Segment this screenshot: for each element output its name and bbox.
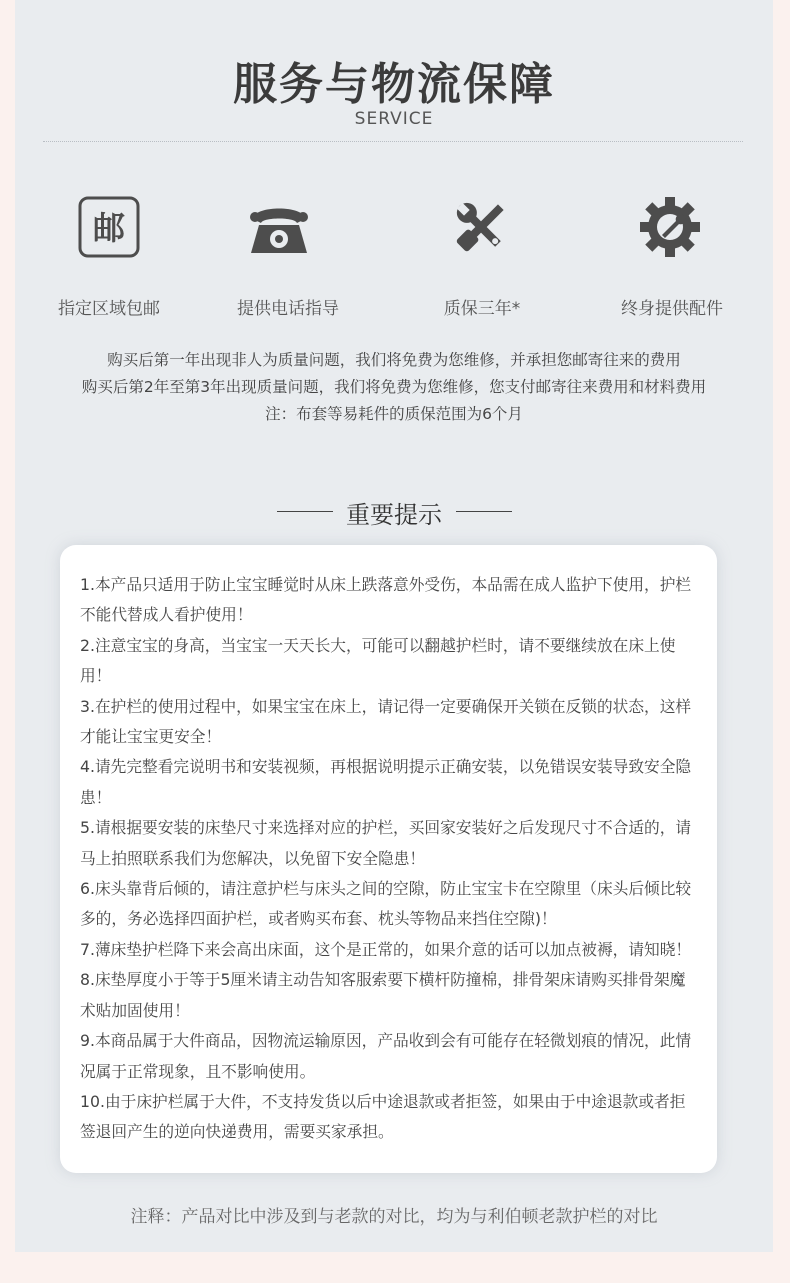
warranty-note-2: 购买后第2年至第3年出现质量问题，我们将免费为您维修，您支付邮寄往来费用和材料费用	[81, 378, 707, 396]
important-item: 1.本产品只适用于防止宝宝睡觉时从床上跌落意外受伤，本品需在成人监护下使用，护栏不能代替成人看护使用！	[80, 575, 692, 625]
important-item: 9.本商品属于大件商品，因物流运输原因，产品收到会有可能存在轻微划痕的情况，此情况属于正常现象，且不影响使用。	[80, 1031, 692, 1081]
telephone-icon	[247, 195, 311, 259]
important-heading: 重要提示	[346, 501, 442, 529]
tools-icon	[449, 195, 513, 259]
important-list	[80, 570, 700, 1148]
important-item: 8.床垫厚度小于等于5厘米请主动告知客服索要下横杆防撞棉，排骨架床请购买排骨架魔术贴加固使用！	[80, 970, 686, 1020]
important-item: 10.由于床护栏属于大件，不支持发货以后中途退款或者拒签，如果由于中途退款或者拒签退回产生的逆向快递费用，需要买家承担。	[80, 1091, 686, 1142]
gear-wrench-icon	[638, 195, 702, 259]
heading-rule-right	[456, 511, 512, 512]
mail-icon-glyph: 邮	[92, 209, 126, 247]
service-label-parts: 终身提供配件	[621, 299, 723, 319]
warranty-note-1: 购买后第一年出现非人为质量问题，我们将免费为您维修，并承担您邮寄往来的费用	[107, 351, 681, 369]
important-item: 5.请根据要安装的床垫尺寸来选择对应的护栏，买回家安装好之后发现尺寸不合适的，请马上拍照联系我们为您解决，以免留下安全隐患！	[80, 818, 692, 868]
footnote: 注释：产品对比中涉及到与老款的对比，均为与利伯顿老款护栏的对比	[130, 1207, 658, 1227]
service-label-phone: 提供电话指导	[237, 299, 339, 319]
important-card	[60, 545, 717, 1173]
important-item: 7.薄床垫护栏降下来会高出床面，这个是正常的，如果介意的话可以加点被褥，请知晓！	[80, 939, 692, 959]
important-item: 2.注意宝宝的身高，当宝宝一天天长大，可能可以翻越护栏时，请不要继续放在床上使用！	[80, 635, 676, 686]
service-label-warranty: 质保三年*	[443, 299, 521, 319]
important-item: 4.请先完整看完说明书和安装视频，再根据说明提示正确安装，以免错误安装导致安全隐患！	[80, 757, 692, 807]
page-subtitle: SERVICE	[354, 109, 434, 129]
dotted-divider	[43, 141, 743, 142]
page-title: 服务与物流保障	[233, 59, 555, 110]
warranty-note-3: 注：布套等易耗件的质保范围为6个月	[265, 405, 523, 423]
mail-icon	[77, 195, 141, 259]
important-item: 3.在护栏的使用过程中，如果宝宝在床上，请记得一定要确保开关锁在反锁的状态，这样才能让宝宝更安全！	[80, 696, 692, 747]
important-item: 6.床头靠背后倾的，请注意护栏与床头之间的空隙，防止宝宝卡在空隙里（床头后倾比较多的，务必选择四面护栏，或者购买布套、枕头等物品来挡住空隙)！	[80, 879, 692, 929]
service-label-shipping: 指定区域包邮	[58, 299, 160, 319]
service-panel	[15, 0, 773, 1252]
